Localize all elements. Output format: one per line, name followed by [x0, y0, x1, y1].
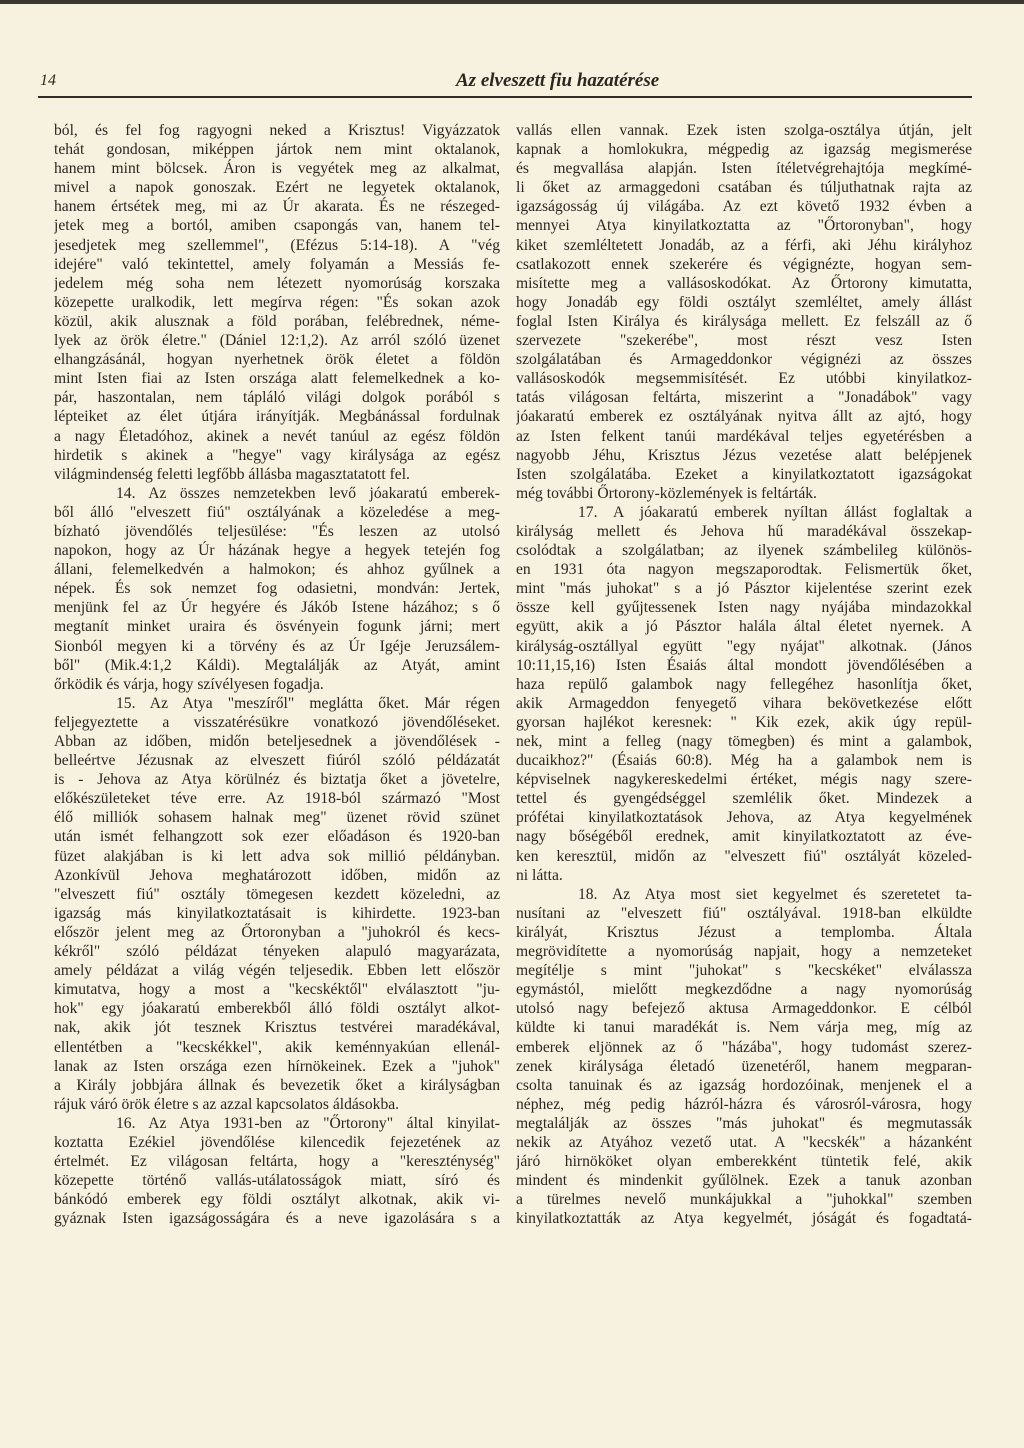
text-line: en 1931 óta nagyon megszaporodtak. Felismertük őket, [516, 561, 972, 579]
text-line: csolta tanuinak és az igazság hordozóinak, menjenek el a [516, 1076, 972, 1094]
text-line: tehát gondosan, miképpen jártok nem mint oktalanok, [54, 141, 500, 159]
text-line: nagyobb Jéhu, Krisztus Jézus vezetése alatt belépjenek [516, 446, 972, 464]
text-line: ni látta. [516, 866, 563, 884]
text-line: nek, mint a felleg (nagy tömegben) és mint a galambok, [516, 733, 972, 750]
text-line: 16. Az Atya 1931-ben az "Őrtorony" által kinyilat- [116, 1114, 500, 1132]
text-line: szolgálatában és Armageddonkor végignézi az összes [516, 351, 972, 369]
text-line: 15. Az Atya "meszíről" meglátta őket. Már régen [116, 694, 500, 712]
text-line: járó hirnököket olyan emberekként tüntetik felé, akik [516, 1153, 972, 1171]
text-line: koztatta Ezékiel jövendőlése kilencedik fejezetének az [54, 1133, 500, 1151]
text-line: lanak az Isten országa ezen hírnökeinek. Ezek a "juhok" [54, 1057, 500, 1075]
text-line: jetek meg a bortól, amiben csapongás van, hanem tel- [54, 217, 500, 235]
text-line: még további Őrtorony-közlemények is feltárták. [516, 484, 817, 502]
text-line: és megvallása alapján. Isten ítéletvégrehajtója megkímé- [516, 160, 972, 178]
text-line: mint Isten fiai az Isten országa alatt felemelkednek a ko- [54, 370, 500, 388]
text-line: kiket szemléltetett Jonadáb, az a férfi, aki Jéhu királyhoz [516, 236, 972, 254]
text-line: nekik az Atyához vezető utat. A "kecskék" a házanként [516, 1133, 972, 1151]
text-line: közül, akik alusznak a föld porában, felébrednek, néme- [54, 312, 500, 330]
text-line: őrködik és várja, hogy szívélyesen fogadja. [54, 675, 324, 693]
text-line: ből" (Mik.4:1,2 Káldi). Megtalálják az Atyát, amint [54, 656, 500, 674]
text-line: vallásoskodók megsemmisítését. Ez utóbbi kinyilatkoz- [516, 370, 972, 388]
text-line: élő milliók sohasem halnak meg" üzenet rövid szünet [54, 809, 500, 827]
text-line: kapnak a homlokukra, mégpedig az igazság megismerése [516, 141, 972, 159]
text-line: prófétai kinyilatkoztatások Jehova, az Atya kegyelmének [516, 809, 972, 827]
text-line: akik Armageddon fenyegető vihara bekövetkezése előtt [516, 694, 972, 712]
text-line: megtanít minket uraira és ösvényein fogunk járni; mert [54, 618, 500, 636]
text-line: közepette történő vallás-utálatosságok miatt, síró és [54, 1172, 500, 1190]
text-line: mint "más juhokat" s a jó Pásztor kijelentése szerint ezek [516, 580, 972, 598]
text-line: királyát, Krisztus Jézust a templomba. Általa [516, 923, 972, 941]
text-line: foglal Isten Királya és királysága mellett. Ez felszáll az ő [516, 312, 972, 330]
text-line: menjünk fel az Úr hegyére és Jákób Istene házához; s ő [54, 599, 500, 617]
text-line: lyek az örök életre." (Dániel 12:1,2). Az arról szóló üzenet [54, 332, 500, 350]
text-line: 10:11,15,16) Isten Ésaiás által mondott jövendőlésében a [516, 656, 972, 674]
text-line: jedelem még soha nem létezett nyomorúság korszaka [54, 274, 500, 292]
text-line: előkészületeket téve erre. Az 1918-ból származó "Most [54, 790, 500, 808]
header-rule [38, 96, 972, 98]
text-line: igazságosság új világába. Az ezt követő 1932 évben a [516, 198, 972, 216]
text-line: Abban az időben, midőn beteljesednek a jövendőlések - [54, 733, 500, 750]
text-line: először jelent meg az Őrtoronyban a "juhokról és kecs- [54, 923, 500, 941]
text-line: emberek eljönnek az ő "házába", hogy tudomást szerez- [516, 1038, 972, 1056]
text-line: feljegyeztette a visszatérésükre vonatkozó jövendőléseket. [54, 713, 500, 731]
page-header [40, 72, 972, 96]
text-line: képviselnek nagykereskedelmi értéket, mégis nagy szere- [516, 771, 972, 789]
text-line: lépteiket az élet útjára irányítják. Megbánással fordulnak [54, 408, 500, 426]
text-line: füzet alakjában is ki lett adva sok millió példányban. [54, 847, 500, 865]
text-line: hanem mint bölcsek. Áron is vegyétek meg az alkalmat, [54, 160, 500, 178]
text-line: Isten szolgálatába. Ezeket a kinyilatkoztatott igazságokat [516, 465, 972, 483]
text-line: ducaikhoz?" (Ésaiás 60:8). Még ha a galambok nem is [516, 752, 972, 770]
text-line: világmindenség feletti legfőbb állásba magasztatatott fel. [54, 465, 410, 483]
text-line: a türelmes nevelő munkájukkal a "juhokkal" szemben [516, 1191, 972, 1209]
text-line: mivel a napok gonoszak. Ezért ne legyetek oktalanok, [54, 179, 500, 197]
text-line: megtalálják az összes "más juhokat" és megmutassák [516, 1114, 972, 1132]
text-line: "elveszett fiú" osztály tömegesen kezdett közeledni, az [54, 885, 500, 903]
text-line: nusítani az "elveszett fiú" osztályával. 1918-ban elküldte [516, 904, 972, 922]
text-line: haza repülő galambok nagy fellegéhez hasonlítja őket, [516, 675, 972, 693]
text-line: néphez, még pedig házról-házra és városról-városra, hogy [516, 1095, 972, 1113]
text-line: együtt, akik a jó Pásztor halála által életet nyernek. A [516, 618, 972, 636]
text-line: bánkódó emberek egy földi osztályt alkotnak, akik vi- [54, 1191, 500, 1209]
text-line: csatlakozott ennek szekerére és végignézte, hogyan sem- [516, 255, 972, 273]
text-line: hanem értsétek meg, mi az Úr akarata. És ne részeged- [54, 198, 500, 216]
text-line: 14. Az összes nemzetekben levő jóakaratú emberek- [116, 484, 500, 502]
running-title: Az elveszett fiu hazatérése [456, 70, 660, 91]
text-line: mennyei Atya kinyilatkoztatta az "Őrtoronyban", hogy [516, 217, 972, 235]
right-column [516, 121, 972, 1228]
text-line: népek. És sok nemzet fog odasietni, mondván: Jertek, [54, 580, 500, 598]
text-line: a nagy Életadóhoz, akinek a nevét tanúul az egész földön [54, 427, 500, 445]
text-line: ellentétben a "kecskékkel", akik keménnyakúan ellenál- [54, 1038, 500, 1056]
text-line: zenek királysága életadó üzenetéről, hanem megparan- [516, 1057, 972, 1075]
text-line: csolódtak a szolgálatban; az ilyenek számbelileg különös- [516, 542, 972, 560]
text-line: pár, haszontalan, nem tápláló világi dolgok porából s [54, 389, 500, 407]
text-line: li őket az armaggedoni csatában és túljuthatnak rajta az [516, 179, 972, 197]
text-line: hogy Jonadáb egy földi osztályt szemléltet, amely állást [516, 293, 972, 311]
text-line: kinyilatkoztatták az Atya kegyelmét, jóságát és fogadtatá- [516, 1210, 972, 1228]
text-line: jesedjetek meg szellemmel", (Efézus 5:14-18). A "vég [54, 236, 500, 254]
text-line: királyság mellett és Jehova hű maradékával összekap- [516, 522, 972, 540]
text-line: napokon, hogy az Úr házának hegye a hegyek tetején fog [54, 542, 500, 560]
page-number: 14 [40, 72, 56, 89]
text-line: után ismét felhangzott sok ezer előadáson és 1920-ban [54, 828, 500, 846]
text-line: Azonkívül Jehova meghatározott időben, midőn az [54, 866, 500, 884]
text-line: 17. A jóakaratú emberek nyíltan állást foglaltak a [578, 503, 972, 521]
text-line: utolsó nagy befejező aktusa Armageddonkor. E célból [516, 1000, 972, 1018]
text-line: rájuk váró örök életre s az azzal kapcsolatos áldásokba. [54, 1095, 400, 1113]
text-line: gyorsan hajlékot keresnek: " Kik ezek, akik úgy repül- [516, 713, 972, 731]
text-line: tettel és gyengédséggel szemlélik őket. Mindezek a [516, 790, 972, 808]
page-top-edge [0, 0, 1024, 4]
text-line: igazság más kinyilatkoztatásait is kihirdette. 1923-ban [54, 904, 500, 922]
text-line: hirdetik s akinek a "hegye" vagy királysága az egész [54, 446, 500, 464]
text-line: kékről" szóló példázat tényeken alapuló magyarázata, [54, 943, 500, 961]
text-line: kimutatva, hogy a most a "kecskéktől" elválasztott "ju- [54, 981, 500, 999]
text-line: amely példázat a világ végén teljesedik. Ebben lett először [54, 962, 500, 980]
text-line: hok" egy jóakaratú emberekből álló földi osztályt alkot- [54, 1000, 500, 1018]
text-line: vallás ellen vannak. Ezek isten szolga-osztálya útján, jelt [516, 122, 972, 139]
text-line: állani, felemelkedvén a halmokon; és ahhoz gyűlnek a [54, 561, 500, 579]
text-line: belleértve Jézusnak az elveszett fiúról szóló példázatát [54, 752, 500, 770]
text-line: értelmét. Ez világosan feltárta, hogy a "kereszténység" [54, 1153, 500, 1171]
text-line: 18. Az Atya most siet kegyelmet és szeretetet ta- [578, 885, 972, 903]
text-line: tatás világosan feltárta, miszerint a "Jonadábok" vagy [516, 389, 972, 407]
text-line: bízható jövendőlés teljesülése: "És leszen az utolsó [54, 522, 500, 540]
text-line: misítette meg a vallásoskodókat. Az Őrtorony kimutatta, [516, 274, 972, 292]
text-line: össze kell gyűjtessenek Isten nagy nyájába mindazokkal [516, 599, 972, 617]
text-line: egymástól, mielőtt megkezdődne a nagy nyomorúság [516, 981, 972, 999]
left-column [54, 121, 500, 1228]
text-line: megrövidítette a nyomorúság napjait, hogy a nemzeteket [516, 943, 972, 961]
text-line: nagy bőségéből erednek, amit kinyilatkoztatott az éve- [516, 828, 972, 846]
text-line: az Isten felkent tanúi mardékával teljes egyetérésben a [516, 427, 972, 445]
text-line: küldte ki tanui maradékát is. Nem várja meg, míg az [516, 1019, 972, 1037]
text-line: megítélje s mint "juhokat" s "kecskéket" elválassza [516, 962, 972, 980]
text-line: ből álló "elveszett fiú" osztályának a közeledése a meg- [54, 503, 500, 521]
text-line: szervezete "szekerébe", most részt vesz Isten [516, 332, 972, 350]
text-line: mindent és mindenkit gyűlölnek. Ezek a tanuk azonban [516, 1172, 972, 1190]
text-line: Sionból megyen ki a törvény és az Úr Igéje Jeruzsálem- [54, 637, 500, 655]
text-line: idejére" való tekintettel, amely folyamán a Messiás fe- [54, 255, 500, 273]
text-line: ból, és fel fog ragyogni neked a Krisztus! Vigyázzatok [54, 122, 500, 139]
text-line: ken keresztül, midőn az "elveszett fiú" osztályát közeled- [516, 847, 972, 865]
text-line: gyáznak Isten igazságosságára és a neve igazolására s a [54, 1210, 500, 1228]
text-line: is - Jehova az Atya körülnéz és biztatja őket a jövetelre, [54, 771, 500, 789]
text-line: királyság-osztállyal együtt "egy nyájat" alkotnak. (János [516, 637, 972, 655]
text-line: a Király jobbjára állnak és bevezetik őket a királyságban [54, 1076, 500, 1094]
text-line: jóakaratú emberek ez osztályának nyitva állt az ajtó, hogy [516, 408, 972, 426]
text-line: elhangzásánál, hogyan nyerhetnek örök életet a földön [54, 351, 500, 369]
text-line: nak, akik jót tesznek Krisztus testvérei maradékával, [54, 1019, 500, 1037]
text-line: közepette uralkodik, lett megírva régen: "És sokan azok [54, 293, 500, 311]
